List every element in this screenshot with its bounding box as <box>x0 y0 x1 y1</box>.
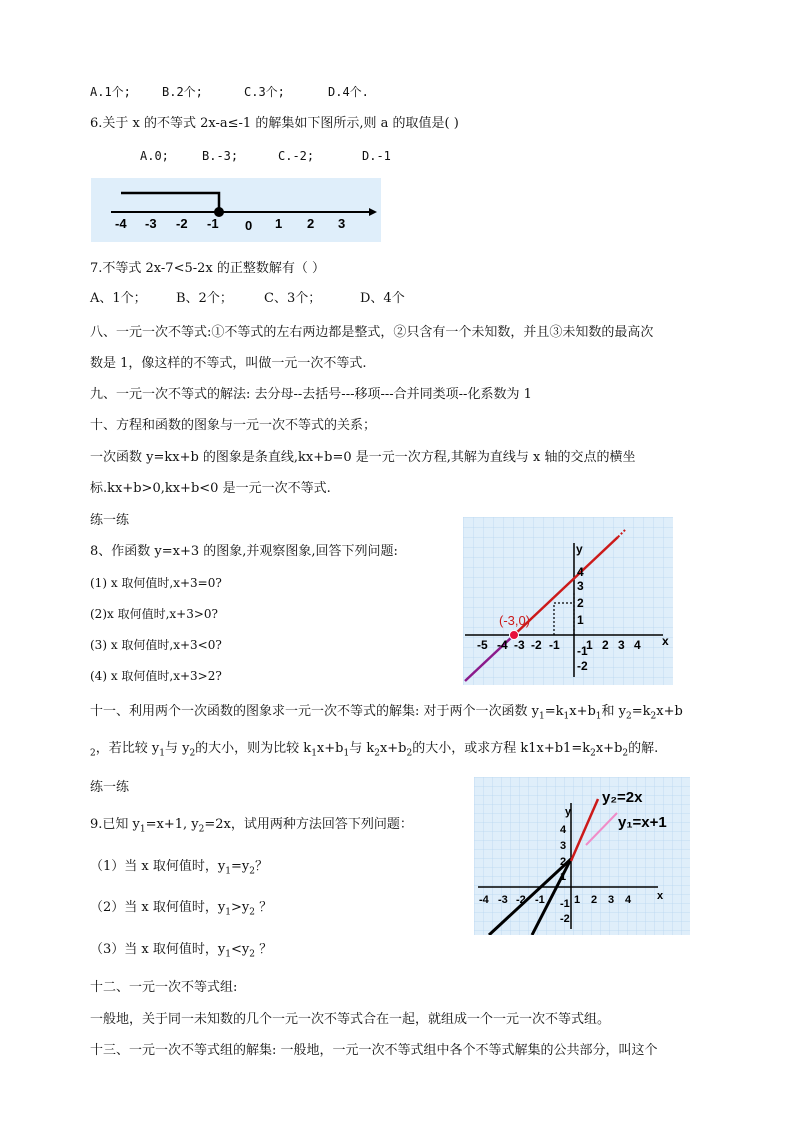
x-tick: 2 <box>602 638 609 652</box>
x-tick: 4 <box>625 894 632 906</box>
tick-label: -2 <box>176 216 188 231</box>
y-tick: -2 <box>560 913 570 925</box>
sub: 1 <box>225 866 231 877</box>
y-tick: 3 <box>560 840 567 852</box>
y2-label: y₂=2x <box>602 789 643 806</box>
x-tick: -5 <box>477 638 488 652</box>
number-line-arrow <box>369 208 377 216</box>
sub: 2 <box>249 907 255 918</box>
y-tick: 2 <box>577 596 584 610</box>
section-13: 十三、一元一次不等式组的解集: 一般地，一元一次不等式组中各个不等式解集的公共部分，叫这个 <box>90 1043 658 1058</box>
text: <y <box>230 942 250 957</box>
q5-option-a: A.1个; <box>90 85 131 99</box>
q6-option-d: D.-1 <box>362 149 391 163</box>
q9-part-2 <box>90 900 272 921</box>
text: x+b <box>595 741 623 756</box>
sub: 1 <box>139 824 146 835</box>
sub: 1 <box>159 748 165 759</box>
tick-label: 2 <box>307 216 315 231</box>
tick-label: 1 <box>275 216 283 231</box>
x-tick: 3 <box>608 894 615 906</box>
tick-label: -4 <box>115 216 127 231</box>
q7-option-a: A、1个； <box>90 291 147 306</box>
section-10-line1: 一次函数 y=kx+b 的图象是条直线,kx+b=0 是一元一次方程,其解为直线与 x 轴的交点的横坐 <box>90 450 636 465</box>
x-tick: -4 <box>479 894 489 906</box>
y-tick: 1 <box>560 871 567 883</box>
text: 的解. <box>628 741 659 756</box>
text: =y <box>230 859 250 874</box>
y-tick: 4 <box>560 824 567 836</box>
tick-label: -3 <box>145 216 157 231</box>
q8-item-3: (3) x 取何值时,x+3<0? <box>90 638 222 652</box>
q5-options <box>90 84 369 100</box>
text: ？ <box>254 942 273 957</box>
section-8-line1: 八、一元一次不等式:①不等式的左右两边都是整式，②只含有一个未知数，并且③未知数的最高次 <box>90 325 654 340</box>
q7-option-d: D、4个 <box>360 291 405 306</box>
text: ？ <box>254 900 273 915</box>
q7-option-c: C、3个； <box>264 291 322 306</box>
q9-part-1 <box>90 859 268 880</box>
text: （2）当 x 取何值时，y <box>90 900 226 915</box>
q9-given <box>90 817 413 838</box>
text: >y <box>230 900 250 915</box>
tick-label: -1 <box>207 216 219 231</box>
y-tick: -1 <box>560 898 570 910</box>
y-tick: 1 <box>577 613 584 627</box>
text: x+b <box>379 741 407 756</box>
sub: 1 <box>539 711 545 722</box>
text: 9.已知 y <box>90 817 140 832</box>
y-axis-label: y <box>565 806 572 818</box>
sub: 2 <box>90 748 96 759</box>
x-tick: 3 <box>618 638 625 652</box>
x-tick: -2 <box>516 894 526 906</box>
y1-label: y₁=x+1 <box>618 814 667 831</box>
x-tick: -1 <box>535 894 545 906</box>
q6-option-b: B.-3; <box>202 149 239 163</box>
q8-graph-svg <box>463 517 673 685</box>
section-11-line1 <box>90 704 683 725</box>
y-tick: -2 <box>577 659 588 673</box>
y-axis-label: y <box>576 542 583 556</box>
y-tick: 2 <box>560 856 567 868</box>
x-tick: 2 <box>591 894 598 906</box>
q9-graph-svg <box>474 777 690 935</box>
q7-options <box>90 291 405 307</box>
q7-question: 7.不等式 2x-7<5-2x 的正整数解有（ ） <box>90 261 325 276</box>
x-tick: -2 <box>531 638 542 652</box>
section-12-line1: 一般地，关于同一未知数的几个一元一次不等式合在一起，就组成一个一元一次不等式组。 <box>90 1012 611 1027</box>
sub: 2 <box>590 748 596 759</box>
x-tick: -4 <box>497 638 508 652</box>
x-tick: 1 <box>574 894 581 906</box>
sub: 2 <box>249 866 255 877</box>
sub: 2 <box>650 711 657 722</box>
text: =2x，试用两种方法回答下列问题： <box>204 817 413 832</box>
text: x+b <box>656 704 683 719</box>
text: 的大小，或求方程 k1x+b1=k <box>412 741 591 756</box>
section-10-title: 十、方程和函数的图象与一元一次不等式的关系； <box>90 418 377 433</box>
text: 的大小，则为比较 k <box>195 741 312 756</box>
solution-bracket <box>121 193 219 212</box>
sub: 1 <box>595 711 602 722</box>
text: =k <box>631 704 651 719</box>
number-line-figure <box>91 178 381 242</box>
sub: 1 <box>343 748 350 759</box>
text: ？ <box>254 859 268 874</box>
sub: 1 <box>563 711 570 722</box>
text: 与 k <box>349 741 375 756</box>
tick-label: 0 <box>245 218 253 233</box>
q6-options <box>140 148 391 164</box>
section-12-title: 十二、一元一次不等式组: <box>90 980 238 995</box>
x-tick: -1 <box>549 638 560 652</box>
text: 十一、利用两个一次函数的图象求一元一次不等式的解集: 对于两个一次函数 y <box>90 704 539 719</box>
text: x+b <box>569 704 596 719</box>
q6-question: 6.关于 x 的不等式 2x-a≤-1 的解集如下图所示,则 a 的取值是( ) <box>90 116 459 131</box>
sub: 2 <box>626 711 632 722</box>
point-label: (-3,0) <box>499 613 531 628</box>
x-tick: 1 <box>586 638 593 652</box>
text: （1）当 x 取何值时，y <box>90 859 226 874</box>
q5-option-c: C.3个; <box>244 85 285 99</box>
y-tick: 4 <box>577 565 584 579</box>
section-9: 九、一元一次不等式的解法: 去分母--去括号---移项---合并同类项--化系数为 1 <box>90 387 532 402</box>
text: 与 y <box>164 741 190 756</box>
q7-option-b: B、2个； <box>176 291 233 306</box>
section-8-line2: 数是 1，像这样的不等式，叫做一元一次不等式. <box>90 356 367 371</box>
text: ，若比较 y <box>95 741 160 756</box>
q9-graph <box>474 777 690 935</box>
sub: 2 <box>406 748 413 759</box>
section-10-line2: 标.kx+b>0,kx+b<0 是一元一次不等式. <box>90 481 331 496</box>
text: 和 y <box>601 704 627 719</box>
text: x+b <box>316 741 344 756</box>
q8-graph <box>463 517 673 685</box>
q8-item-1: (1) x 取何值时,x+3=0? <box>90 576 222 590</box>
q8-item-2: (2)x 取何值时,x+3>0? <box>90 607 218 621</box>
text: =x+1, y <box>145 817 199 832</box>
sub: 1 <box>225 949 231 960</box>
sub: 2 <box>374 748 380 759</box>
practice-heading-2: 练一练 <box>90 780 130 795</box>
y-tick: 3 <box>577 579 584 593</box>
y-tick: -1 <box>577 644 588 658</box>
sub: 2 <box>198 824 205 835</box>
q6-option-c: C.-2; <box>278 149 315 163</box>
tick-label: 3 <box>338 216 346 231</box>
sub: 2 <box>249 949 255 960</box>
q5-option-d: D.4个. <box>328 85 369 99</box>
q8-item-4: (4) x 取何值时,x+3>2? <box>90 669 222 683</box>
practice-heading-1: 练一练 <box>90 513 130 528</box>
x-tick: -3 <box>514 638 525 652</box>
sub: 1 <box>225 907 231 918</box>
q9-part-3 <box>90 942 272 963</box>
text: =k <box>544 704 564 719</box>
x-axis-label: x <box>657 890 664 902</box>
x-axis-label: x <box>662 634 669 648</box>
sub: 2 <box>622 748 629 759</box>
section-11-line2 <box>90 741 658 762</box>
q5-option-b: B.2个; <box>162 85 203 99</box>
q6-option-a: A.0; <box>140 149 169 163</box>
sub: 1 <box>311 748 317 759</box>
x-tick: 4 <box>634 638 641 652</box>
number-line <box>91 178 381 242</box>
x-tick: -3 <box>498 894 508 906</box>
sub: 2 <box>189 748 196 759</box>
q8-question: 8、作函数 y=x+3 的图象,并观察图象,回答下列问题: <box>90 544 398 559</box>
text: （3）当 x 取何值时，y <box>90 942 226 957</box>
